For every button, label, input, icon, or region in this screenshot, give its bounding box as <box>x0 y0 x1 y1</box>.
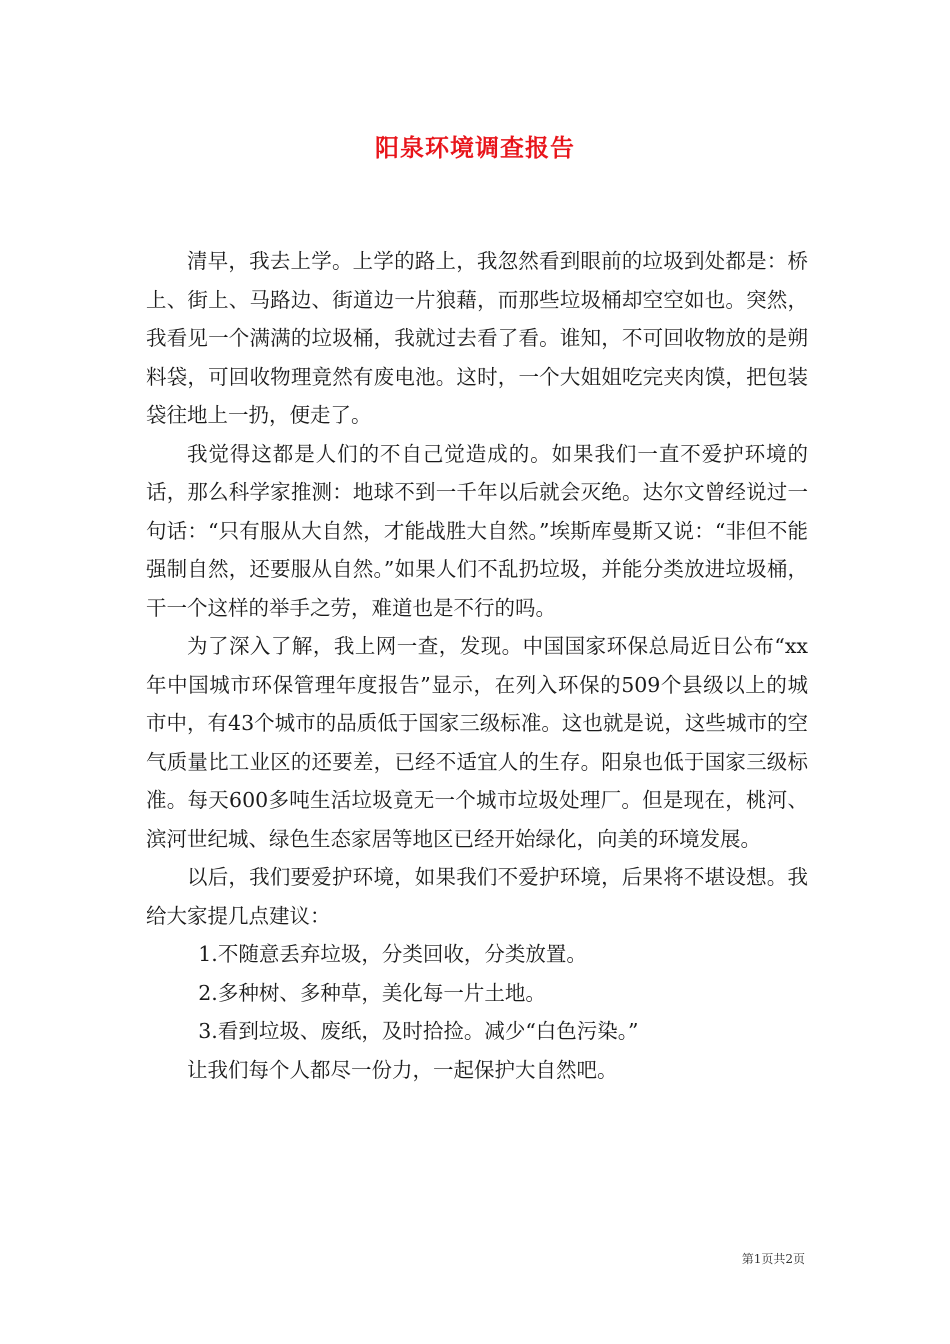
paragraph: 为了深入了解，我上网一查，发现。中国国家环保总局近日公布“xx年中国城市环保管理年度报告”显示，在列入环保的509个县级以上的城市中，有43个城市的品质低于国家三级标准。这也就是说，这些城市的空气质量比工业区的还要差，已经不适宜人的生存。阳泉也低于国家三级标准。每天600多吨生活垃圾竟无一个城市垃圾处理厂。但是现在，桃河、滨河世纪城、绿色生态家居等地区已经开始绿化，向美的环境发展。 <box>146 634 808 851</box>
paragraph: 以后，我们要爱护环境，如果我们不爱护环境，后果将不堪设想。我给大家提几点建议： <box>146 865 808 928</box>
document-body <box>146 242 808 1089</box>
page-number: 第1页共2页 <box>741 1252 805 1266</box>
page-title: 阳泉环境调查报告 <box>375 133 575 162</box>
suggestion-item: 3.看到垃圾、废纸，及时拾捡。减少“白色污染。” <box>198 1019 639 1043</box>
paragraph: 我觉得这都是人们的不自己觉造成的。如果我们一直不爱护环境的话，那么科学家推测：地球不到一千年以后就会灭绝。达尔文曾经说过一句话：“只有服从大自然，才能战胜大自然。”埃斯库曼斯又说：“非但不能强制自然，还要服从自然。”如果人们不乱扔垃圾，并能分类放进垃圾桶，干一个这样的举手之劳，难道也是不行的吗。 <box>146 441 808 620</box>
suggestion-item: 2.多种树、多种草，美化每一片土地。 <box>198 980 546 1005</box>
suggestion-item: 1.不随意丢弃垃圾，分类回收，分类放置。 <box>198 942 587 966</box>
paragraph: 清早，我去上学。上学的路上，我忽然看到眼前的垃圾到处都是：桥上、街上、马路边、街道边一片狼藉，而那些垃圾桶却空空如也。突然，我看见一个满满的垃圾桶，我就过去看了看。谁知，不可回收物放的是朔料袋，可回收物理竟然有废电池。这时，一个大姐姐吃完夹肉馍，把包装袋往地上一扔，便走了。 <box>146 249 808 427</box>
closing-paragraph: 让我们每个人都尽一份力，一起保护大自然吧。 <box>187 1057 618 1082</box>
